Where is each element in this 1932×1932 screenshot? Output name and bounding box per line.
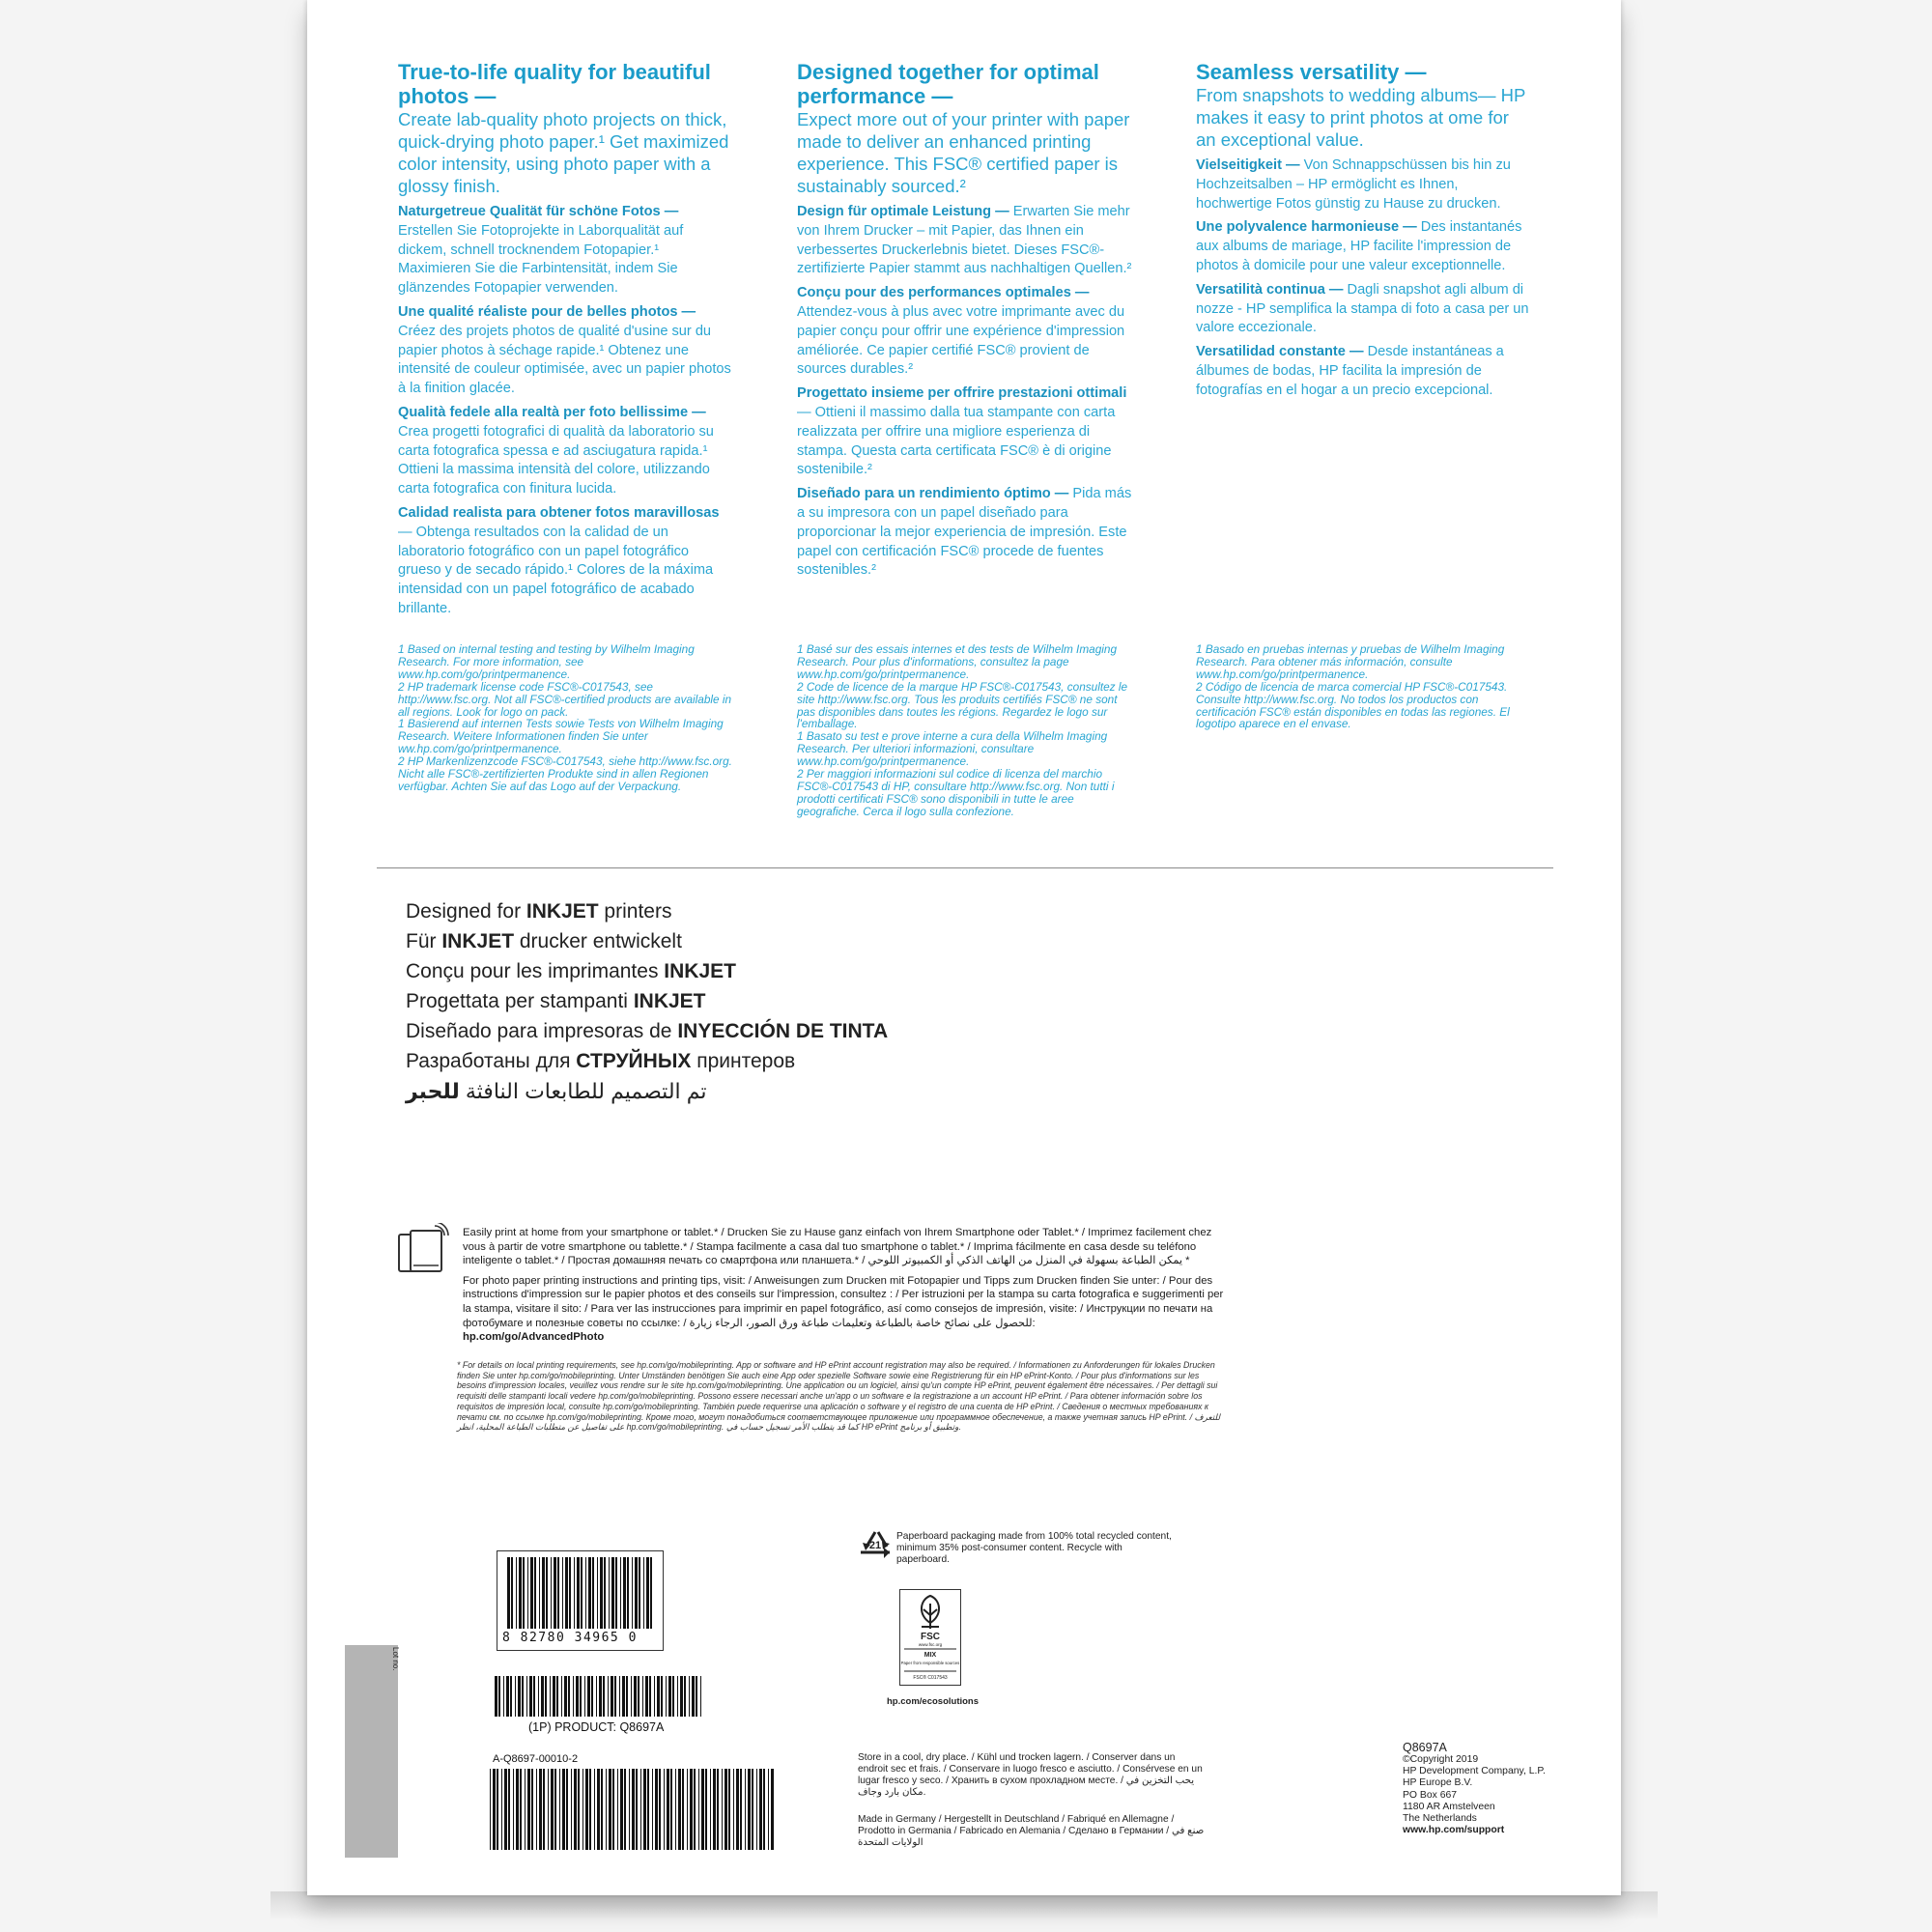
barcode-bar bbox=[692, 1676, 695, 1717]
fsc-logo bbox=[899, 1589, 961, 1686]
barcode-bar bbox=[756, 1769, 757, 1850]
barcode-bar bbox=[516, 1769, 519, 1850]
barcode-bar bbox=[612, 1769, 614, 1850]
barcode-bar bbox=[548, 1769, 549, 1850]
barcode-bar bbox=[511, 1557, 513, 1629]
barcode-bar bbox=[666, 1676, 667, 1717]
barcode-bar bbox=[619, 1676, 620, 1717]
barcode-bar bbox=[561, 1676, 562, 1717]
barcode-bar bbox=[529, 1676, 532, 1717]
support-url: www.hp.com/support bbox=[1403, 1825, 1505, 1836]
advanced-photo-url: hp.com/go/AdvancedPhoto bbox=[463, 1331, 605, 1344]
barcode-bar bbox=[701, 1769, 704, 1850]
corporate-line: 1180 AR Amstelveen bbox=[1403, 1801, 1495, 1812]
footnote: 2 HP Markenlizenzcode FSC®-C017543, siehe http://www.fsc.org. Nicht alle FSC®-zertifizierten Produkte sind in allen Regionen verfügbar. Achten Sie auf das Logo auf der Verpackung. bbox=[398, 754, 732, 793]
barcode-bar bbox=[740, 1769, 742, 1850]
barcode-bar bbox=[585, 1769, 588, 1850]
mobile-print-text: Easily print at home from your smartphone or tablet.* / Drucken Sie zu Hause ganz einfach von Ihrem Smartphone oder Tablet.* / Imprimez facilement chez vous à partir de votre smartphone ou tablette.* / Stampa facilmente a casa dal tuo smartphone o tablet.* / Imprima fácilmente en casa desde su teléfono inteligente o tablet.* / Простая домашняя печать со смартфона или планшета.* / يمكن الطباعة بسهولة في المنزل من الهاتف الذكي أو الكمبيوتر اللوحي * bbox=[463, 1227, 1212, 1267]
barcode-bar bbox=[646, 1557, 649, 1629]
footnote: 2 Código de licencia de marca comercial HP FSC®-C017543. Consulte http://www.fsc.org. No todos los productos con certificación FSC® están disponibles en todas las regiones. El logotipo aparece en el envase. bbox=[1196, 679, 1510, 731]
translation-de: Design für optimale Leistung — Erwarten Sie mehr von Ihrem Drucker – mit Papier, das Ihnen ein verbessertes Druckerlebnis bietet. Dieses FSC®- zertifizierte Papier stammt aus nachhaltigen Quellen.² bbox=[797, 204, 1132, 277]
barcode-bar bbox=[694, 1769, 696, 1850]
barcode-bar bbox=[582, 1769, 583, 1850]
barcode-bar bbox=[622, 1676, 625, 1717]
footnote: 2 HP trademark license code FSC®-C017543, see http://www.fsc.org. Not all FSC®-certified products are available in all regions. Look for logo on pack. bbox=[398, 679, 732, 719]
barcode-bar bbox=[573, 1676, 574, 1717]
barcode-bar bbox=[710, 1769, 711, 1850]
barcode-bar bbox=[601, 1769, 603, 1850]
barcode-bar bbox=[523, 1557, 525, 1629]
footnote: 1 Basé sur des essais internes et des tests de Wilhelm Imaging Research. Pour plus d'informations, consultez la page www.hp.com/go/printpermanence. bbox=[797, 642, 1118, 681]
barcode-bar bbox=[526, 1676, 527, 1717]
corporate-line: The Netherlands bbox=[1403, 1813, 1477, 1825]
inkjet-line-de: Für INKJET drucker entwickelt bbox=[406, 930, 682, 952]
barcode-bar bbox=[550, 1676, 551, 1717]
feature-column-performance bbox=[797, 60, 1133, 585]
barcode-bar bbox=[585, 1557, 586, 1629]
barcode-bar bbox=[584, 1676, 585, 1717]
barcode-bar bbox=[559, 1769, 560, 1850]
fsc-sub: Paper from responsible sources bbox=[900, 1661, 960, 1665]
barcode-bar bbox=[684, 1676, 686, 1717]
section-divider bbox=[377, 867, 1553, 868]
barcode-bar bbox=[689, 1676, 690, 1717]
fsc-brand: FSC bbox=[921, 1632, 940, 1642]
barcode-bar bbox=[675, 1769, 676, 1850]
footnotes-fr-it bbox=[797, 643, 1135, 818]
barcode-bar bbox=[597, 1557, 598, 1629]
country-of-origin: Made in Germany / Hergestellt in Deutschland / Fabriqué en Allemagne / Prodotto in Germania / Fabricado en Alemania / Сделано в Германии / صنع في الولايات المتحدة bbox=[858, 1814, 1205, 1848]
footnotes-en-de bbox=[398, 643, 736, 793]
column-heading: True-to-life quality for beautiful photos — bbox=[398, 60, 711, 108]
lot-number-label: Lot no. bbox=[391, 1647, 400, 1671]
barcode-bar bbox=[536, 1769, 537, 1850]
barcode-bar bbox=[631, 1676, 632, 1717]
feature-column-quality bbox=[398, 60, 734, 624]
barcode-bar bbox=[490, 1769, 491, 1850]
barcode-bar bbox=[649, 1676, 651, 1717]
translation-fr: Une polyvalence harmonieuse — Des instantanés aux albums de mariage, HP facilite l'impression de photos à domicile pour une valeur exceptionnelle. bbox=[1196, 219, 1522, 273]
barcode-bar bbox=[700, 1676, 701, 1717]
column-lead: From snapshots to wedding albums— HP makes it easy to print photos at ome for an exceptional value. bbox=[1196, 85, 1526, 150]
barcode-bar bbox=[539, 1769, 542, 1850]
barcode-bar bbox=[525, 1769, 526, 1850]
barcode-bar bbox=[545, 1676, 547, 1717]
barcode-bar bbox=[614, 1676, 616, 1717]
barcode-bar bbox=[680, 1676, 683, 1717]
barcode-bar bbox=[519, 1557, 522, 1629]
barcode-bar bbox=[611, 1676, 613, 1717]
barcode-bar bbox=[534, 1557, 536, 1629]
upc-digits: 8 82780 34965 0 bbox=[502, 1631, 638, 1645]
barcode-bar bbox=[581, 1557, 582, 1629]
footnote: 1 Based on internal testing and testing by Wilhelm Imaging Research. For more information, see www.hp.com/go/printpermanence. bbox=[398, 642, 695, 681]
barcode-bar bbox=[655, 1769, 658, 1850]
barcode-bar bbox=[596, 1676, 597, 1717]
barcode-bar bbox=[574, 1769, 577, 1850]
barcode-bar bbox=[629, 1769, 630, 1850]
fsc-site: www.fsc.org bbox=[918, 1642, 943, 1647]
barcode-bar bbox=[748, 1769, 751, 1850]
barcode-bar bbox=[603, 1676, 605, 1717]
barcode-bar bbox=[551, 1769, 554, 1850]
product-code: Q8697A bbox=[1403, 1741, 1447, 1754]
barcode-bar bbox=[597, 1769, 600, 1850]
barcode-bar bbox=[611, 1557, 614, 1629]
barcode-bar bbox=[639, 1557, 640, 1629]
barcode-bar bbox=[518, 1676, 521, 1717]
barcode-bar bbox=[554, 1769, 556, 1850]
mobile-print-icon bbox=[396, 1223, 450, 1277]
inkjet-line-ar: تم التصميم للطابعات النافثة للحبر bbox=[406, 1079, 707, 1103]
translation-it: Qualità fedele alla realtà per foto bellissime — Crea progetti fotografici di qualità da laboratorio su carta fotografica spessa e ad asciugatura rapida.¹ Ottieni la massima intensità del colore, utilizzando carta fotografica con finitura lucida. bbox=[398, 404, 714, 497]
column-heading: Designed together for optimal performance — bbox=[797, 60, 1099, 108]
barcode-bar bbox=[643, 1769, 646, 1850]
barcode-bar bbox=[687, 1769, 688, 1850]
barcode-bar bbox=[543, 1769, 545, 1850]
barcode-bar bbox=[569, 1557, 571, 1629]
barcode-bar bbox=[620, 1769, 623, 1850]
barcode-bar bbox=[717, 1769, 719, 1850]
barcode-bar bbox=[576, 1676, 579, 1717]
barcode-bar bbox=[724, 1769, 727, 1850]
barcode-bar bbox=[504, 1769, 507, 1850]
barcode-bar bbox=[498, 1676, 500, 1717]
barcode-bar bbox=[609, 1557, 610, 1629]
barcode-bar bbox=[530, 1557, 533, 1629]
product-label: (1P) PRODUCT: Q8697A bbox=[528, 1720, 665, 1734]
corporate-info bbox=[1403, 1741, 1596, 1836]
barcode-bar bbox=[604, 1557, 606, 1629]
barcode-bar bbox=[672, 1676, 674, 1717]
barcode-bar bbox=[522, 1676, 524, 1717]
recycle-icon bbox=[857, 1529, 894, 1564]
part-barcode bbox=[490, 1769, 774, 1850]
barcode-bar bbox=[527, 1769, 530, 1850]
photo-instructions-text: For photo paper printing instructions and printing tips, visit: / Anweisungen zum Drucken mit Fotopapier und Tipps zum Drucken finden Sie unter: / Pour des instructions d'impression sur le papier photos et des conseils sur l'impression, consultez : / Per istruzioni per la stampa su carta fotografica e suggerimenti per la stampa, visitare il sito: / Para ver las instrucciones para imprimir en papel fotográfico, así como consejos de impresión, visite: / Инструкции по печати на фотобумаге и полезные советы по ссылке: / للحصول على نصائح خاصة بالطباعة وتعليمات طباعة ورق الصور، الرجاء زيارة: bbox=[463, 1274, 1224, 1329]
barcode-bar bbox=[698, 1769, 699, 1850]
barcode-bar bbox=[626, 1676, 628, 1717]
barcode-bar bbox=[539, 1557, 540, 1629]
barcode-bar bbox=[609, 1769, 611, 1850]
column-lead: Create lab-quality photo projects on thick, quick-drying photo paper.¹ Get maximized color intensity, using photo paper with a glossy finish. bbox=[398, 109, 729, 196]
storage-instructions: Store in a cool, dry place. / Kühl und trocken lagern. / Conserver dans un endroit sec et frais. / Conservare in luogo fresco e asciutto. / Consérvese en un lugar fresco y seco. / Хранить в сухом прохладном месте. / يحب التخزين في مكان بارد وجاف. bbox=[858, 1752, 1203, 1798]
part-label: A-Q8697-00010-2 bbox=[493, 1753, 579, 1765]
recycle-code: 21 bbox=[868, 1540, 882, 1551]
barcode-bar bbox=[554, 1557, 556, 1629]
barcode-bar bbox=[538, 1676, 539, 1717]
barcode-bar bbox=[659, 1769, 661, 1850]
barcode-bar bbox=[736, 1769, 739, 1850]
local-printing-disclaimer: * For details on local printing requirements, see hp.com/go/mobileprinting. App or software and HP ePrint account registration may also be required. / Informationen zu Anforderungen für lokales Drucken finden Sie unter hp.com/go/mobileprinting. Unter Umständen benötigen Sie auch eine App oder spezielle Software sowie eine Registrierung für ein HP ePrint-Konto. / Pour plus d'informations sur les besoins d'impression locales, veuillez vous rendre sur le site hp.com/go/mobileprinting. Une application ou un logiciel, ainsi qu'un compte HP ePrint, peuvent également être nécessaires. / Per dettagli sui requisiti delle stampanti locali vedere hp.com/go/mobileprinting. Possono essere necessari anche un'app o un software e la registrazione a un account HP ePrint. / Para obtener información sobre los requisitos de impresión local, consulte hp.com/go/mobileprinting. También puede requerirse una aplicación o software y el registro de una cuenta de HP ePrint. / Сведения о местных требованиях к печати см. по ссылке hp.com/go/mobileprinting. Кроме того, могут понадобиться соответствующее приложение или программное обеспечение, а также учетная запись HP ePrint. / للتعرف على تفاصيل عن متطلبات الطباعة المحلية، انظر hp.com/go/mobileprinting. كما قد يتطلب الأمر تسجيل حساب في HP ePrint وتطبيق أو برنامج. bbox=[457, 1360, 1220, 1433]
fsc-tree-icon bbox=[900, 1590, 960, 1685]
barcode-bar bbox=[652, 1769, 653, 1850]
barcode-bar bbox=[661, 1676, 663, 1717]
recycle-text: Paperboard packaging made from 100% total recycled content, minimum 35% post-consumer content. Recycle with paperboard. bbox=[896, 1531, 1172, 1565]
inkjet-line-es: Diseñado para impresoras de INYECCIÓN DE TINTA bbox=[406, 1020, 889, 1042]
barcode-bar bbox=[617, 1769, 618, 1850]
barcode-bar bbox=[533, 1676, 535, 1717]
translation-fr: Conçu pour des performances optimales — Attendez-vous à plus avec votre imprimante avec du papier conçu pour offrir une expérience d'impression améliorée. Ce papier certifié FSC® provient de sources durables.² bbox=[797, 285, 1125, 378]
barcode-bar bbox=[624, 1769, 626, 1850]
barcode-bar bbox=[508, 1769, 510, 1850]
barcode-bar bbox=[728, 1769, 730, 1850]
barcode-bar bbox=[600, 1557, 603, 1629]
footnote: 1 Basato su test e prove interne a cura della Wilhelm Imaging Research. Per ulteriori informazioni, consultare www.hp.com/go/printpermanence. bbox=[797, 729, 1108, 769]
barcode-bar bbox=[668, 1676, 671, 1717]
inkjet-line-it: Progettata per stampanti INKJET bbox=[406, 990, 706, 1012]
barcode-bar bbox=[497, 1769, 498, 1850]
barcode-bar bbox=[608, 1676, 609, 1717]
barcode-bar bbox=[506, 1676, 509, 1717]
barcode-bar bbox=[562, 1769, 565, 1850]
barcode-bar bbox=[677, 1676, 678, 1717]
barcode-bar bbox=[589, 1769, 591, 1850]
barcode-bar bbox=[642, 1676, 643, 1717]
translation-it: Progettato insieme per offrire prestazioni ottimali — Ottieni il massimo dalla tua stampante con carta realizzata per offrire una migliore esperienza di stampa. Questa carta certificata FSC® è di origine sostenibile.² bbox=[797, 385, 1127, 478]
barcode-bar bbox=[577, 1557, 580, 1629]
barcode-bar bbox=[752, 1769, 753, 1850]
barcode-bar bbox=[678, 1769, 681, 1850]
footnote: 2 Code de licence de la marque HP FSC®-C017543, consultez le site http://www.fsc.org. Tous les produits certifiés FSC® ne sont pas disponibles dans toutes les régions. Regardez le logo sur l'emballage. bbox=[797, 679, 1128, 731]
barcode-bar bbox=[553, 1676, 555, 1717]
barcode-bar bbox=[599, 1676, 602, 1717]
product-barcode bbox=[495, 1676, 701, 1717]
translation-it: Versatilità continua — Dagli snapshot agli album di nozze - HP semplifica la stampa di foto a casa per un valore eccezionale. bbox=[1196, 281, 1529, 336]
mobile-print-info bbox=[463, 1226, 1226, 1345]
barcode-bar bbox=[635, 1557, 638, 1629]
barcode-bar bbox=[705, 1769, 707, 1850]
footnotes-es bbox=[1196, 643, 1534, 730]
translation-de: Naturgetreue Qualität für schöne Fotos — Erstellen Sie Fotoprojekte in Laborqualität auf dickem, schnell trocknendem Fotopapier.¹ Maximieren Sie die Farbintensität, indem Sie glänzendes Fotopapier verwenden. bbox=[398, 204, 684, 297]
barcode-bar bbox=[510, 1676, 512, 1717]
barcode-bar bbox=[768, 1769, 769, 1850]
barcode-bar bbox=[763, 1769, 765, 1850]
barcode-bar bbox=[594, 1769, 595, 1850]
barcode-bar bbox=[556, 1676, 558, 1717]
corporate-line: PO Box 667 bbox=[1403, 1789, 1458, 1801]
footnote: 2 Per maggiori informazioni sul codice di licenza del marchio FSC®-C017543 di HP, consultare http://www.fsc.org. Non tutti i prodotti certificati FSC® sono disponibili in tutte le aree geografiche. Cerca il logo sulla confezione. bbox=[797, 767, 1115, 818]
translation-es: Versatilidad constante — Desde instantáneas a álbumes de bodas, HP facilita la impresión de fotografías en el hogar a un precio excepcional. bbox=[1196, 344, 1504, 398]
corporate-line: ©Copyright 2019 bbox=[1403, 1754, 1479, 1765]
barcode-bar bbox=[557, 1557, 559, 1629]
barcode-bar bbox=[667, 1769, 669, 1850]
barcode-bar bbox=[513, 1769, 514, 1850]
barcode-bar bbox=[632, 1557, 633, 1629]
barcode-bar bbox=[493, 1769, 496, 1850]
barcode-bar bbox=[682, 1769, 684, 1850]
barcode-bar bbox=[745, 1769, 746, 1850]
barcode-bar bbox=[640, 1769, 641, 1850]
barcode-bar bbox=[527, 1557, 528, 1629]
barcode-bar bbox=[541, 1676, 544, 1717]
barcode-bar bbox=[690, 1769, 693, 1850]
translation-es: Calidad realista para obtener fotos maravillosas — Obtenga resultados con la calidad de un laboratorio fotográfico con un papel fotográfico grueso y de secado rápido.¹ Colores de la máxima intensidad con un papel fotográfico de acabado brillante. bbox=[398, 504, 720, 616]
barcode-bar bbox=[565, 1557, 568, 1629]
corporate-line: HP Development Company, L.P. bbox=[1403, 1766, 1546, 1777]
barcode-bar bbox=[588, 1557, 591, 1629]
barcode-bar bbox=[615, 1557, 617, 1629]
barcode-bar bbox=[515, 1676, 516, 1717]
barcode-bar bbox=[568, 1676, 570, 1717]
barcode-bar bbox=[627, 1557, 629, 1629]
barcode-bar bbox=[654, 1676, 655, 1717]
barcode-bar bbox=[636, 1769, 638, 1850]
lot-print-area bbox=[345, 1645, 398, 1858]
barcode-bar bbox=[759, 1769, 762, 1850]
barcode-bar bbox=[587, 1676, 590, 1717]
barcode-bar bbox=[592, 1557, 594, 1629]
barcode-bar bbox=[551, 1557, 552, 1629]
barcode-bar bbox=[564, 1676, 567, 1717]
barcode-bar bbox=[722, 1769, 723, 1850]
barcode-bar bbox=[632, 1769, 635, 1850]
barcode-bar bbox=[531, 1769, 533, 1850]
barcode-bar bbox=[574, 1557, 575, 1629]
barcode-bar bbox=[562, 1557, 563, 1629]
footnote: 1 Basado en pruebas internas y pruebas de Wilhelm Imaging Research. Para obtener más información, consulte www.hp.com/go/printpermanence. bbox=[1196, 642, 1505, 681]
barcode-bar bbox=[578, 1769, 580, 1850]
barcode-bar bbox=[503, 1676, 504, 1717]
barcode-bar bbox=[643, 1557, 644, 1629]
barcode-bar bbox=[696, 1676, 697, 1717]
inkjet-line-en: Designed for INKJET printers bbox=[406, 900, 672, 923]
package-shadow bbox=[270, 1891, 1658, 1920]
barcode-bar bbox=[501, 1769, 502, 1850]
barcode-bar bbox=[542, 1557, 545, 1629]
ecosolutions-url: hp.com/ecosolutions bbox=[887, 1696, 980, 1707]
barcode-bar bbox=[620, 1557, 621, 1629]
barcode-bar bbox=[507, 1557, 510, 1629]
barcode-bar bbox=[516, 1557, 517, 1629]
barcode-bar bbox=[634, 1676, 637, 1717]
inkjet-line-ru: Разработаны для СТРУЙНЫХ принтеров bbox=[406, 1050, 796, 1072]
upc-barcode bbox=[497, 1551, 663, 1633]
barcode-bar bbox=[566, 1769, 568, 1850]
barcode-bar bbox=[657, 1676, 660, 1717]
barcode-bar bbox=[670, 1769, 672, 1850]
barcode-bar bbox=[650, 1557, 652, 1629]
column-lead: Expect more out of your printer with paper made to deliver an enhanced printing experience. This FSC® certified paper is sustainably sourced.² bbox=[797, 109, 1130, 196]
inkjet-line-fr: Conçu pour les imprimantes INKJET bbox=[406, 960, 736, 982]
barcode-bar bbox=[591, 1676, 593, 1717]
translation-es: Diseñado para un rendimiento óptimo — Pida más a su impresora con un papel diseñado para proporcionar la mejor experiencia de impresión. Este papel con certificación FSC® procede de fuentes sostenibles.² bbox=[797, 486, 1132, 579]
corporate-line: HP Europe B.V. bbox=[1403, 1777, 1473, 1789]
barcode-bar bbox=[733, 1769, 734, 1850]
barcode-bar bbox=[645, 1676, 648, 1717]
barcode-bar bbox=[623, 1557, 626, 1629]
footnote: 1 Basierend auf internen Tests sowie Tests von Wilhelm Imaging Research. Weitere Informationen finden Sie unter ww.hp.com/go/printpermanence. bbox=[398, 717, 724, 756]
barcode-bar bbox=[546, 1557, 548, 1629]
barcode-bar bbox=[606, 1769, 607, 1850]
inkjet-statement bbox=[406, 896, 888, 1106]
barcode-bar bbox=[520, 1769, 522, 1850]
barcode-bar bbox=[571, 1769, 572, 1850]
barcode-bar bbox=[580, 1676, 582, 1717]
translation-fr: Une qualité réaliste pour de belles photos — Créez des projets photos de qualité d'usine sur du papier photos à séchage rapide.¹ Obtenez une intensité de couleur optimisée, avec un papier photos à la finition glacée. bbox=[398, 303, 731, 397]
column-heading: Seamless versatility — bbox=[1196, 60, 1427, 84]
barcode-bar bbox=[771, 1769, 774, 1850]
fsc-label: MIX bbox=[923, 1652, 937, 1659]
translation-de: Vielseitigkeit — Von Schnappschüssen bis hin zu Hochzeitsalben – HP ermöglicht es Ihnen, hochwertige Fotos günstig zu Hause zu drucken. bbox=[1196, 157, 1511, 212]
fsc-code: FSC® C017543 bbox=[913, 1675, 948, 1681]
barcode-bar bbox=[638, 1676, 639, 1717]
barcode-bar bbox=[664, 1769, 665, 1850]
feature-column-versatility bbox=[1196, 60, 1532, 406]
barcode-bar bbox=[713, 1769, 716, 1850]
barcode-bar bbox=[495, 1676, 497, 1717]
barcode-bar bbox=[647, 1769, 649, 1850]
